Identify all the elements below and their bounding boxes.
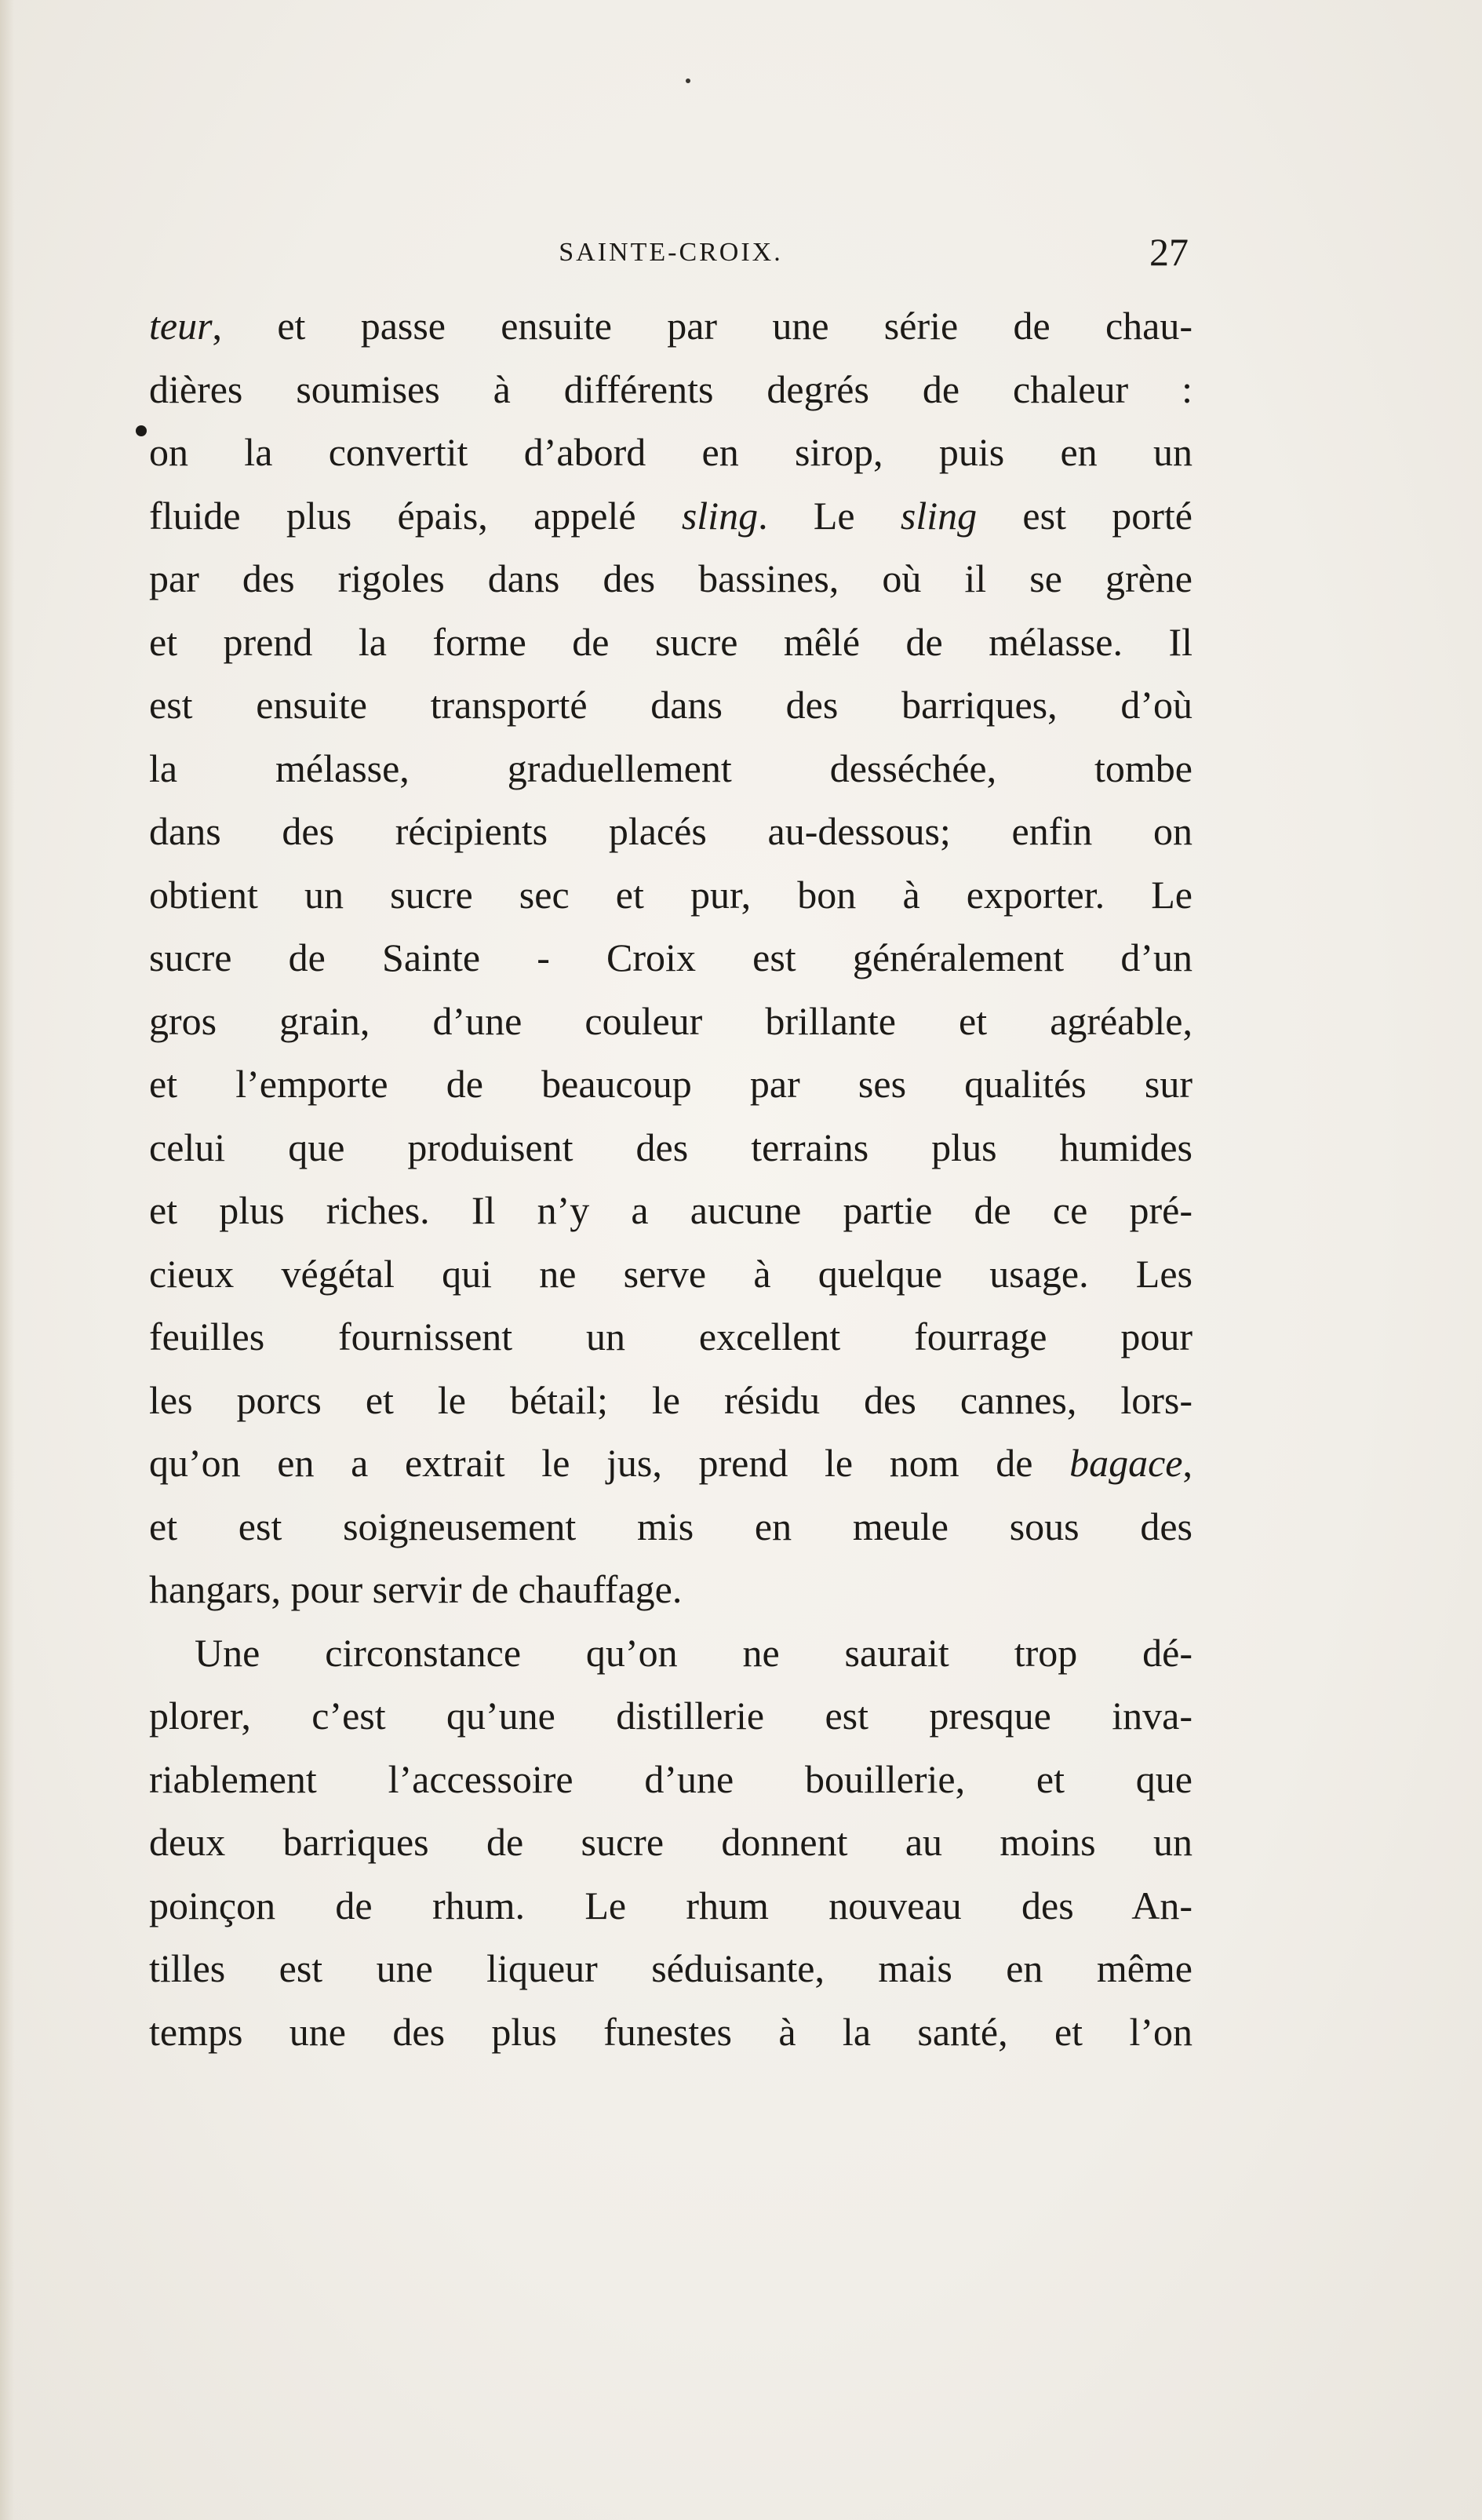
text-line: cieux végétal qui ne serve à quelque usage. Les [149, 1251, 1193, 1296]
text-line: et plus riches. Il n’y a aucune partie de ce pré- [149, 1188, 1193, 1232]
text-line: et l’emporte de beaucoup par ses qualités sur [149, 1062, 1193, 1106]
text-line: dières soumises à différents degrés de chaleur : [149, 367, 1193, 411]
text-line: qu’on en a extrait le jus, prend le nom de bagace, [149, 1441, 1193, 1485]
text-line: tilles est une liqueur séduisante, mais en même [149, 1946, 1193, 1990]
text-line: sucre de Sainte - Croix est généralement d’un [149, 935, 1193, 979]
page-number: 27 [1149, 230, 1189, 274]
text-line: dans des récipients placés au-dessous; enfin on [149, 809, 1193, 853]
text-line: feuilles fournissent un excellent fourrage pour [149, 1315, 1193, 1358]
text-line: et est soigneusement mis en meule sous des [149, 1504, 1193, 1548]
running-title: SAINTE-CROIX. [559, 238, 783, 267]
text-line: plorer, c’est qu’une distillerie est presque inva- [149, 1694, 1193, 1738]
text-line: deux barriques de sucre donnent au moins un [149, 1820, 1193, 1864]
body-text [149, 294, 1193, 2063]
text-line: on la convertit d’abord en sirop, puis en un [149, 430, 1193, 474]
page-header [149, 230, 1193, 283]
text-line: est ensuite transporté dans des barriques, d’où [149, 683, 1193, 727]
margin-ink-dot [136, 425, 147, 436]
text-line: et prend la forme de sucre mêlé de mélasse. Il [149, 619, 1193, 664]
text-line: gros grain, d’une couleur brillante et agréable, [149, 998, 1193, 1043]
page-edge-shadow [0, 0, 14, 2520]
text-line: les porcs et le bétail; le résidu des cannes, lors- [149, 1377, 1193, 1422]
text-line: riablement l’accessoire d’une bouillerie, et que [149, 1756, 1193, 1801]
text-line: celui que produisent des terrains plus humides [149, 1125, 1193, 1169]
text-line: hangars, pour servir de chauffage. [149, 1567, 683, 1611]
paper-speck [686, 78, 690, 83]
text-line: obtient un sucre sec et pur, bon à exporter. Le [149, 872, 1193, 917]
text-line: fluide plus épais, appelé sling. Le sling est porté [149, 493, 1193, 538]
text-line: teur, et passe ensuite par une série de chau- [149, 304, 1193, 348]
text-line: la mélasse, graduellement desséchée, tombe [149, 746, 1193, 790]
text-line: Une circonstance qu’on ne saurait trop dé- [195, 1630, 1193, 1675]
text-line: temps une des plus funestes à la santé, et l’on [149, 2009, 1193, 2054]
text-line: par des rigoles dans des bassines, où il se grène [149, 556, 1193, 600]
text-line: poinçon de rhum. Le rhum nouveau des An- [149, 1883, 1193, 1927]
